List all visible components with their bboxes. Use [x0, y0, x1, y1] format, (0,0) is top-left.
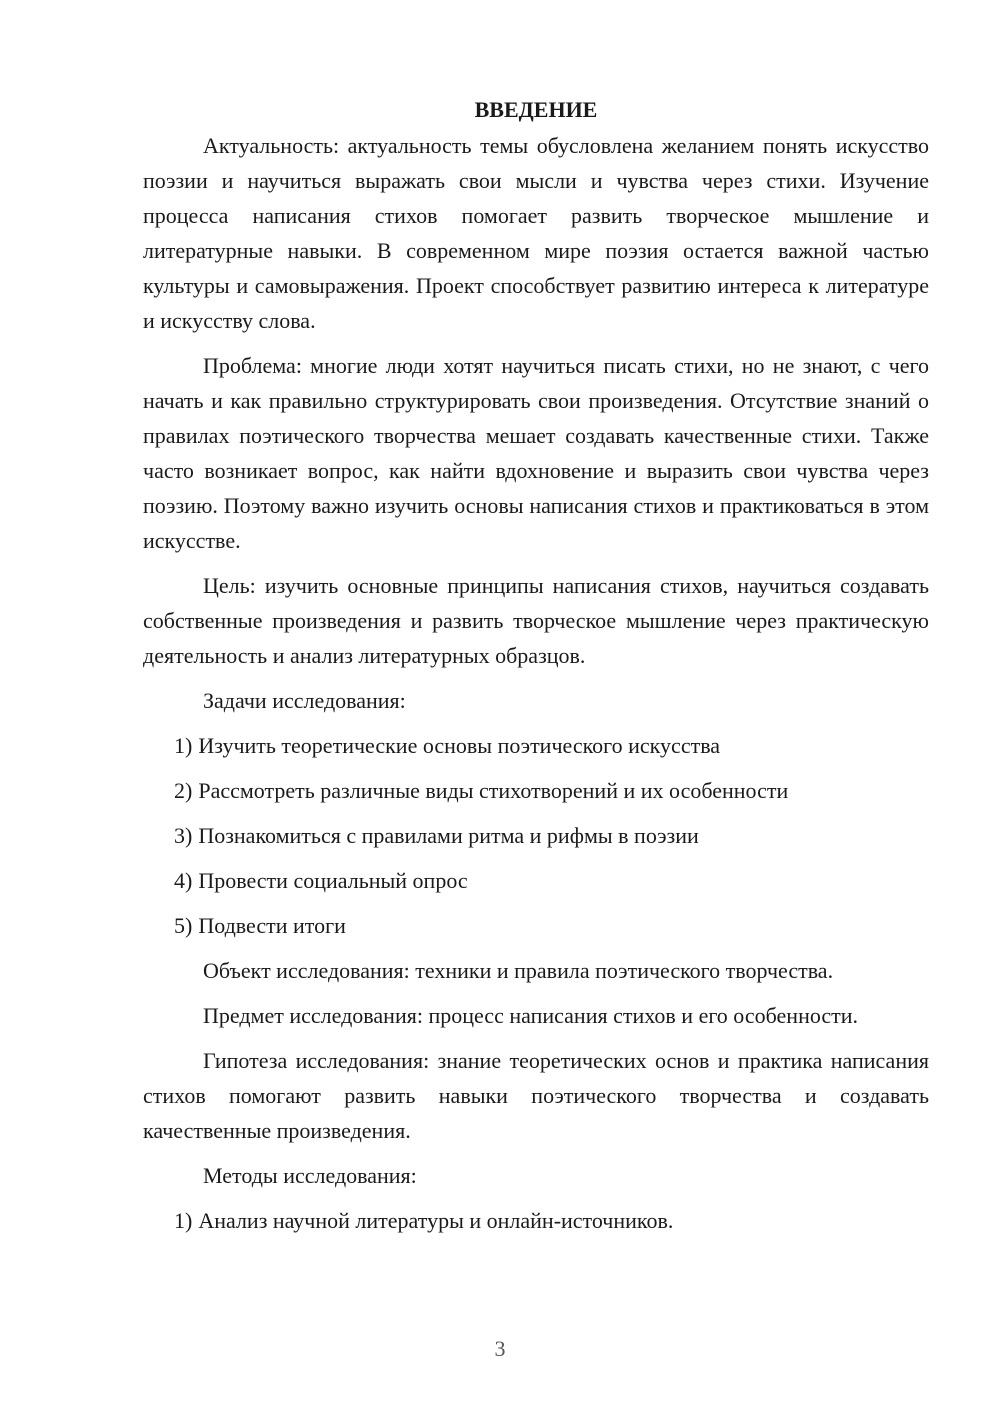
- methods-list: [143, 1203, 929, 1238]
- task-item: [143, 818, 929, 853]
- methods-label: Методы исследования:: [203, 1163, 417, 1188]
- problem-paragraph: Проблема: многие люди хотят научиться писать стихи, но не знают, с чего начать и как правильно структурировать свои произведения. Отсутствие знаний о правилах поэтического творчества мешает создавать качественные стихи. Также часто возникает вопрос, как найти вдохновение и выразить свои чувства через поэзию. Поэтому важно изучить основы написания стихов и практиковаться в этом искусстве.: [143, 353, 929, 553]
- page-number: 3: [494, 1336, 506, 1361]
- object-paragraph: Объект исследования: техники и правила поэтического творчества.: [203, 958, 834, 983]
- method-text: Анализ научной литературы и онлайн-источников.: [198, 1208, 674, 1233]
- task-number: 4): [174, 868, 193, 893]
- document-page: [143, 94, 929, 1248]
- task-number: 1): [174, 733, 193, 758]
- tasks-list: [143, 728, 929, 943]
- section-title: ВВЕДЕНИЕ: [474, 97, 598, 122]
- task-item: [143, 773, 929, 808]
- task-text: Рассмотреть различные виды стихотворений и их особенности: [198, 778, 789, 803]
- task-number: 2): [174, 778, 193, 803]
- task-number: 5): [174, 913, 193, 938]
- hypothesis-paragraph: Гипотеза исследования: знание теоретических основ и практика написания стихов помогают развить навыки поэтического творчества и создавать качественные произведения.: [143, 1048, 929, 1143]
- task-text: Изучить теоретические основы поэтического искусства: [198, 733, 721, 758]
- method-number: 1): [174, 1208, 193, 1233]
- task-item: [143, 863, 929, 898]
- subject-paragraph: Предмет исследования: процесс написания стихов и его особенности.: [203, 1003, 859, 1028]
- tasks-label: Задачи исследования:: [203, 688, 406, 713]
- task-text: Познакомиться с правилами ритма и рифмы в поэзии: [198, 823, 699, 848]
- task-item: [143, 908, 929, 943]
- method-item: [143, 1203, 929, 1238]
- goal-paragraph: Цель: изучить основные принципы написания стихов, научиться создавать собственные произведения и развить творческое мышление через практическую деятельность и анализ литературных образцов.: [143, 573, 929, 668]
- task-text: Подвести итоги: [198, 913, 346, 938]
- task-item: [143, 728, 929, 763]
- task-number: 3): [174, 823, 193, 848]
- relevance-paragraph: Актуальность: актуальность темы обусловлена желанием понять искусство поэзии и научиться выражать свои мысли и чувства через стихи. Изучение процесса написания стихов помогает развить творческое мышление и литературные навыки. В современном мире поэзия остается важной частью культуры и самовыражения. Проект способствует развитию интереса к литературе и искусству слова.: [143, 133, 929, 333]
- task-text: Провести социальный опрос: [198, 868, 468, 893]
